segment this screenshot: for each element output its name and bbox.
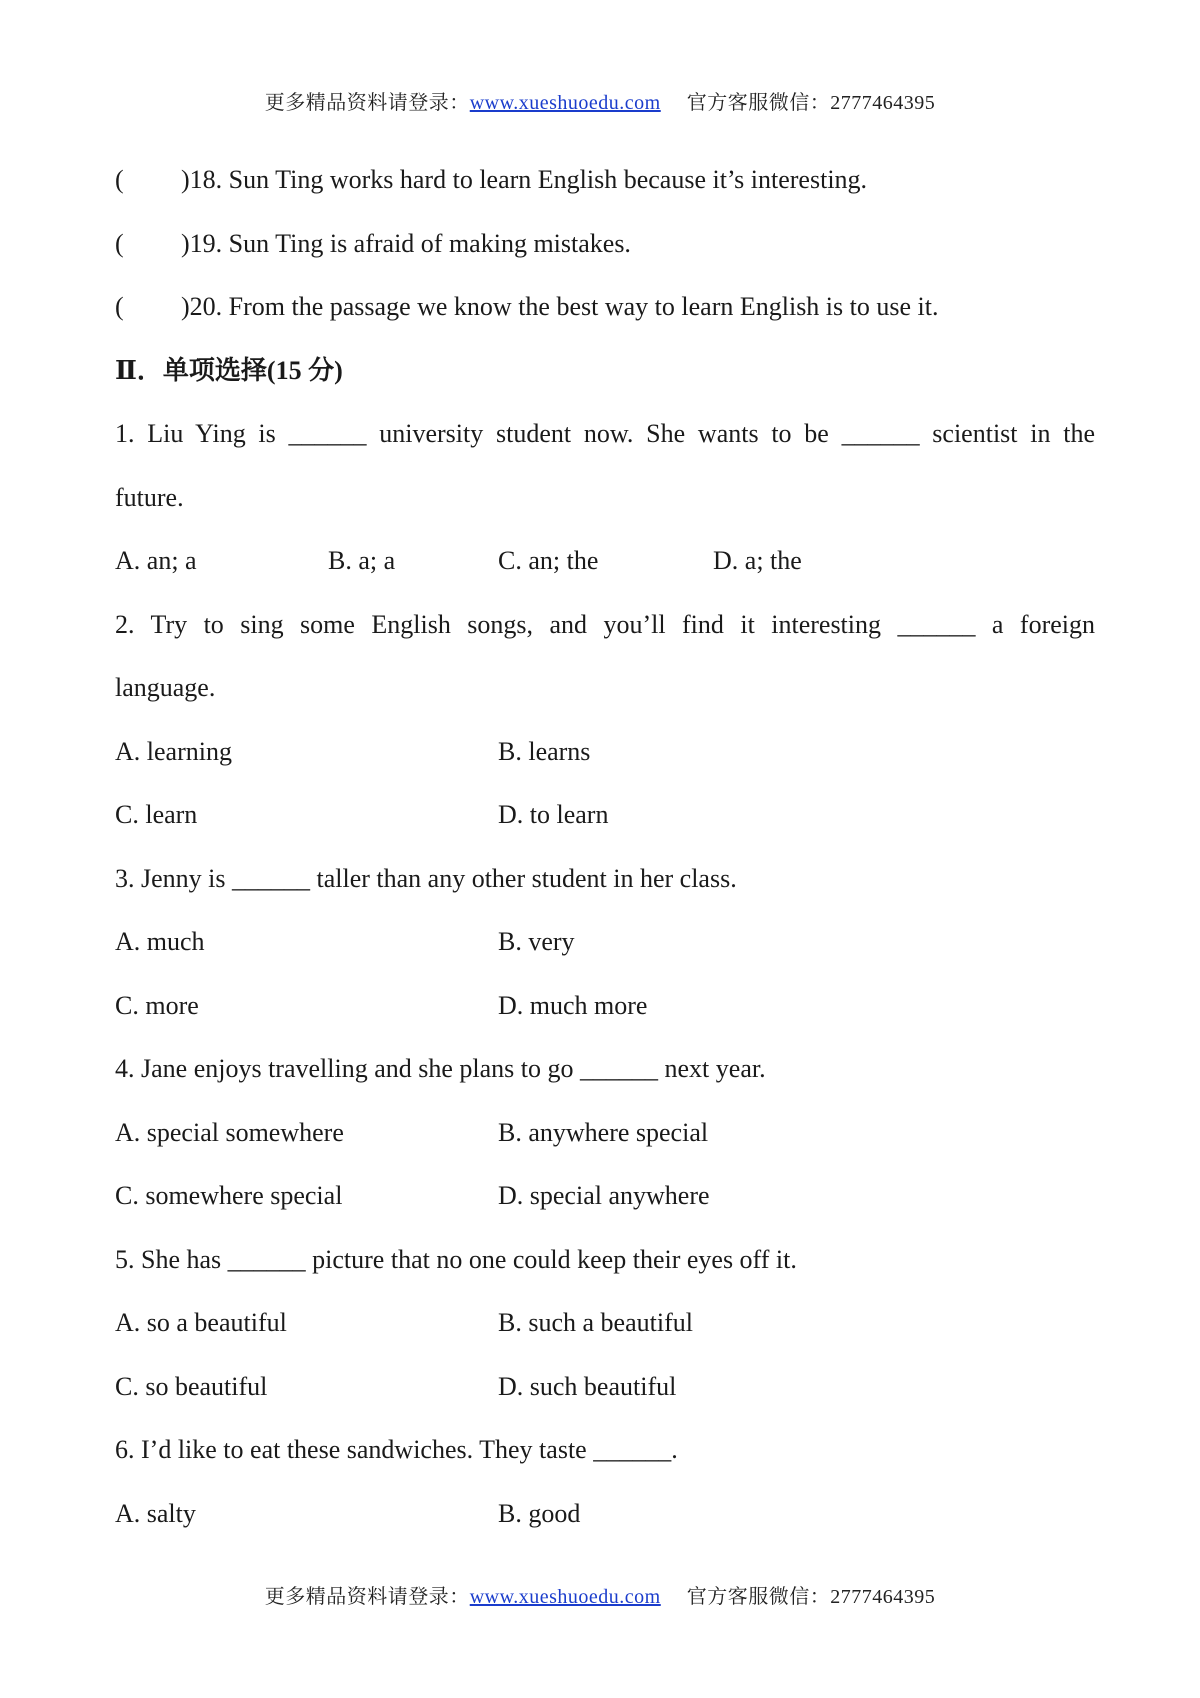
option-d: D. much more [498, 990, 648, 1020]
true-false-item-20 [115, 275, 1095, 339]
question-1-stem-cont: future. [115, 482, 184, 512]
option-a: A. learning [115, 736, 232, 766]
option-d: D. such beautiful [498, 1371, 677, 1401]
option-b: B. such a beautiful [498, 1308, 693, 1337]
question-4-options-row-2 [115, 1164, 1095, 1228]
option-c: C. so beautiful [115, 1371, 268, 1401]
option-a: A. an; a [115, 546, 197, 575]
footer-website-link[interactable]: www.xueshuoedu.com [469, 1586, 661, 1608]
answer-blank: ( [115, 292, 124, 321]
header-website-link[interactable]: www.xueshuoedu.com [469, 92, 661, 114]
exam-content [115, 148, 1095, 1545]
footer-service-wechat: 官方客服微信：2777464395 [686, 1586, 936, 1608]
option-d: D. to learn [498, 800, 609, 829]
question-1-options [115, 529, 1095, 593]
question-3-stem: 3. Jenny is ______ taller than any other student in her class. [115, 863, 737, 893]
option-b: B. good [498, 1498, 581, 1528]
option-a: A. much [115, 927, 205, 956]
option-d: D. a; the [713, 546, 802, 575]
answer-blank: ( [115, 165, 124, 194]
answer-blank: ( [115, 228, 124, 258]
question-4-options-row-1 [115, 1101, 1095, 1165]
page-footer [0, 1580, 1200, 1609]
question-2-stem-cont: language. [115, 673, 216, 702]
option-a: A. special somewhere [115, 1117, 344, 1147]
option-a: A. salty [115, 1498, 196, 1528]
question-2-options-row-1 [115, 720, 1095, 784]
question-5-options-row-2 [115, 1355, 1095, 1419]
option-b: B. a; a [328, 546, 396, 575]
option-b: B. anywhere special [498, 1117, 709, 1147]
statement-text: )20. From the passage we know the best way to learn English is to use it. [181, 292, 939, 321]
question-5-stem: 5. She has ______ picture that no one could keep their eyes off it. [115, 1244, 797, 1274]
option-c: C. more [115, 990, 199, 1020]
question-2-stem: 2. Try to sing some English songs, and you’ll find it interesting ______ a foreign [115, 609, 1095, 639]
option-b: B. very [498, 927, 575, 956]
option-a: A. so a beautiful [115, 1308, 287, 1337]
question-3-options-row-2 [115, 974, 1095, 1038]
true-false-item-19 [115, 212, 1095, 276]
question-4-stem: 4. Jane enjoys travelling and she plans to go ______ next year. [115, 1054, 766, 1083]
question-6-options-row-1 [115, 1482, 1095, 1546]
question-6-stem: 6. I’d like to eat these sandwiches. They taste ______. [115, 1435, 678, 1464]
statement-text: )19. Sun Ting is afraid of making mistakes. [181, 228, 631, 258]
statement-text: )18. Sun Ting works hard to learn English because it’s interesting. [181, 165, 868, 194]
question-3-options-row-1 [115, 910, 1095, 974]
option-c: C. learn [115, 800, 198, 829]
option-c: C. somewhere special [115, 1181, 343, 1210]
option-c: C. an; the [498, 546, 599, 575]
section-title: Ⅱ．单项选择(15 分) [115, 355, 343, 385]
question-1-stem: 1. Liu Ying is ______ university student now. She wants to be ______ scientist in the [115, 419, 1095, 448]
option-d: D. special anywhere [498, 1181, 710, 1210]
question-5-options-row-1 [115, 1291, 1095, 1355]
footer-prefix: 更多精品资料请登录： [264, 1586, 470, 1608]
question-2-options-row-2 [115, 783, 1095, 847]
header-prefix: 更多精品资料请登录： [264, 92, 470, 114]
page-header [0, 86, 1200, 115]
option-b: B. learns [498, 736, 591, 766]
header-service-wechat: 官方客服微信：2777464395 [686, 92, 936, 114]
true-false-item-18 [115, 148, 1095, 212]
